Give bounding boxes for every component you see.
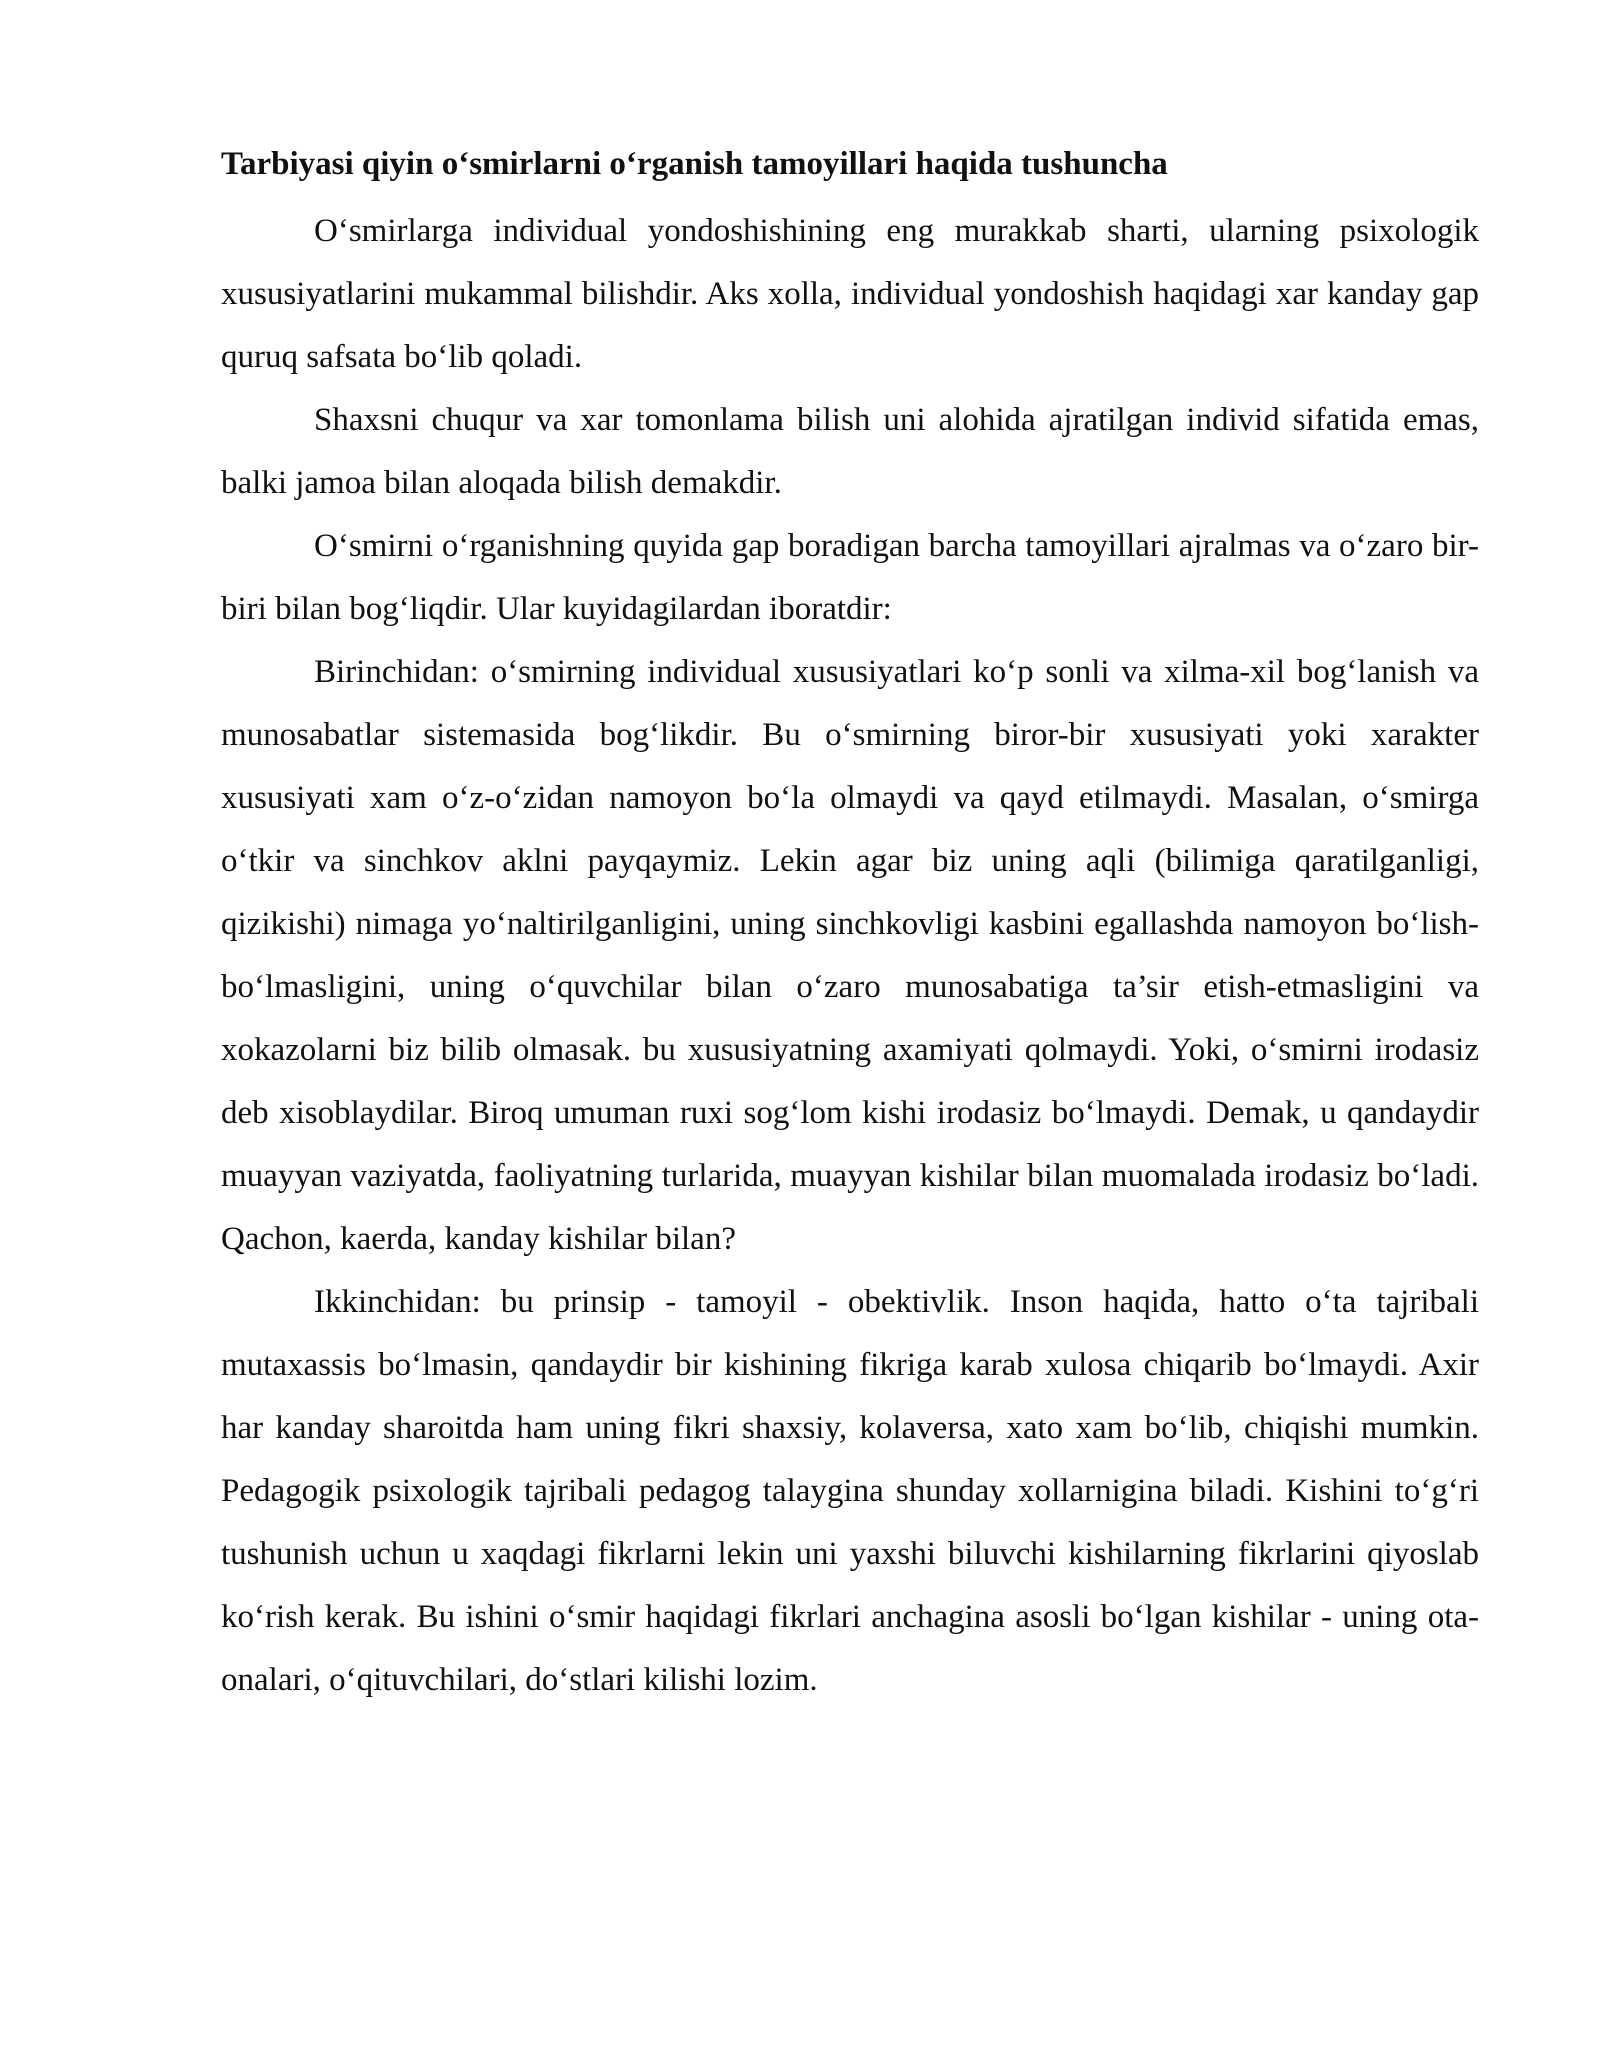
- paragraph-1: O‘smirlarga individual yondoshishining eng murakkab sharti, ularning psixologik xususiyatlarini mukammal bilishdir. Aks xolla, individual yondoshish haqidagi xar kanday gap quruq safsata bo‘lib qoladi.: [221, 213, 1479, 375]
- paragraph-4: Birinchidan: o‘smirning individual xususiyatlari ko‘p sonli va xilma-xil bog‘lanish va munosabatlar sistemasida bog‘likdir. Bu o‘smirning biror-bir xususiyati yoki xarakter xususiyati xam o‘z-o‘zidan namoyon bo‘la olmaydi va qayd etilmaydi. Masalan, o‘smirga o‘tkir va sinchkov aklni payqaymiz. Lekin agar biz uning aqli (bilimiga qaratilganligi, qizikishi) nimaga yo‘naltirilganligini, uning sinchkovligi kasbini egallashda namoyon bo‘lish-bo‘lmasligini, uning o‘quvchilar bilan o‘zaro munosabatiga ta’sir etish-etmasligini va xokazolarni biz bilib olmasak. bu xususiyatning axamiyati qolmaydi. Yoki, o‘smirni irodasiz deb xisoblaydilar. Biroq umuman ruxi sog‘lom kishi irodasiz bo‘lmaydi. Demak, u qandaydir muayyan vaziyatda, faoliyatning turlarida, muayyan kishilar bilan muomalada irodasiz bo‘ladi. Qachon, kaerda, kanday kishilar bilan?: [221, 654, 1479, 1257]
- paragraph-3: O‘smirni o‘rganishning quyida gap boradigan barcha tamoyillari ajralmas va o‘zaro bir-biri bilan bog‘liqdir. Ular kuyidagilardan iboratdir:: [221, 528, 1479, 627]
- document-page: [221, 142, 1479, 1712]
- paragraph-5: Ikkinchidan: bu prinsip - tamoyil - obektivlik. Inson haqida, hatto o‘ta tajribali mutaxassis bo‘lmasin, qandaydir bir kishining fikriga karab xulosa chiqarib bo‘lmaydi. Axir har kanday sharoitda ham uning fikri shaxsiy, kolaversa, xato xam bo‘lib, chiqishi mumkin. Pedagogik psixologik tajribali pedagog talaygina shunday xollarnigina biladi. Kishini to‘g‘ri tushunish uchun u xaqdagi fikrlarni lekin uni yaxshi biluvchi kishilarning fikrlarini qiyoslab ko‘rish kerak. Bu ishini o‘smir haqidagi fikrlari anchagina asosli bo‘lgan kishilar - uning ota-onalari, o‘qituvchilari, do‘stlari kilishi lozim.: [221, 1284, 1479, 1698]
- document-title: Tarbiyasi qiyin o‘smirlarni o‘rganish tamoyillari haqida tushuncha: [221, 146, 1168, 182]
- paragraph-2: Shaxsni chuqur va xar tomonlama bilish uni alohida ajratilgan individ sifatida emas, balki jamoa bilan aloqada bilish demakdir.: [221, 402, 1479, 501]
